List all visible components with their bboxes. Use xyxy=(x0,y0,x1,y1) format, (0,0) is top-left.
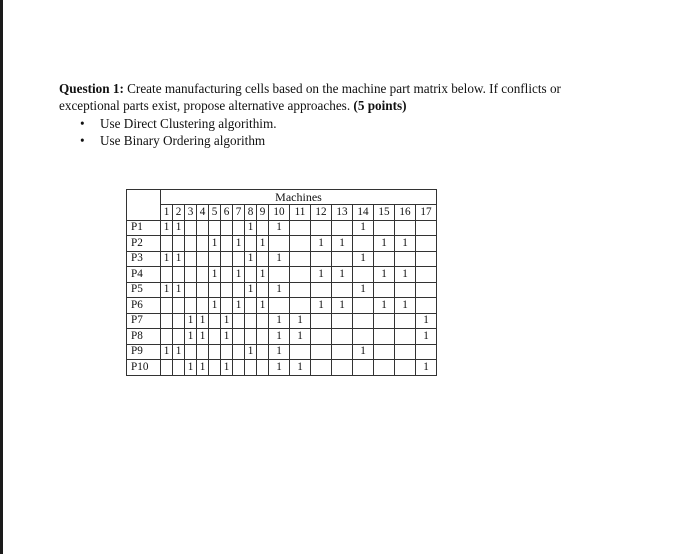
matrix-body xyxy=(127,220,437,375)
matrix-cell xyxy=(209,329,221,345)
matrix-cell: 1 xyxy=(269,344,290,360)
matrix-cell xyxy=(374,251,395,267)
matrix-cell xyxy=(185,267,197,283)
matrix-cell xyxy=(311,360,332,376)
matrix-cell xyxy=(221,298,233,314)
matrix-cell xyxy=(395,313,416,329)
matrix-cell: 1 xyxy=(269,360,290,376)
matrix-cell: 1 xyxy=(209,298,221,314)
matrix-cell: 1 xyxy=(173,251,185,267)
matrix-cell: 1 xyxy=(257,236,269,252)
part-label: P3 xyxy=(127,251,161,267)
table-row xyxy=(127,344,437,360)
matrix-cell xyxy=(257,220,269,236)
matrix-cell xyxy=(233,344,245,360)
machine-column-header: 17 xyxy=(416,205,437,221)
matrix-cell xyxy=(221,220,233,236)
matrix-cell xyxy=(233,360,245,376)
matrix-cell: 1 xyxy=(221,329,233,345)
matrix-cell: 1 xyxy=(332,267,353,283)
matrix-cell xyxy=(161,360,173,376)
question-body-1: Create manufacturing cells based on the machine part matrix below. If conflicts or xyxy=(127,81,561,96)
matrix-cell xyxy=(209,360,221,376)
left-edge-border xyxy=(0,0,3,554)
matrix-cell xyxy=(416,251,437,267)
matrix-cell xyxy=(311,344,332,360)
matrix-cell xyxy=(245,360,257,376)
machine-column-header: 12 xyxy=(311,205,332,221)
matrix-cell xyxy=(233,329,245,345)
part-label: P4 xyxy=(127,267,161,283)
matrix-cell: 1 xyxy=(257,298,269,314)
matrix-cell: 1 xyxy=(269,313,290,329)
matrix-cell xyxy=(197,220,209,236)
matrix-cell: 1 xyxy=(353,282,374,298)
matrix-cell xyxy=(332,344,353,360)
matrix-cell xyxy=(161,313,173,329)
matrix-cell: 1 xyxy=(290,329,311,345)
machine-column-header: 2 xyxy=(173,205,185,221)
machine-number-row xyxy=(127,205,437,221)
machines-header: Machines xyxy=(161,190,437,205)
matrix-cell xyxy=(173,236,185,252)
matrix-cell xyxy=(416,298,437,314)
table-row xyxy=(127,220,437,236)
part-label: P9 xyxy=(127,344,161,360)
matrix-cell xyxy=(185,282,197,298)
matrix-cell: 1 xyxy=(374,267,395,283)
matrix-cell xyxy=(374,329,395,345)
part-label: P5 xyxy=(127,282,161,298)
matrix-cell xyxy=(290,220,311,236)
matrix-cell xyxy=(353,267,374,283)
matrix-cell: 1 xyxy=(269,220,290,236)
matrix-cell xyxy=(374,220,395,236)
matrix-cell xyxy=(374,344,395,360)
part-label: P6 xyxy=(127,298,161,314)
matrix-cell xyxy=(173,360,185,376)
matrix-cell: 1 xyxy=(395,298,416,314)
matrix-cell xyxy=(233,220,245,236)
matrix-cell xyxy=(332,220,353,236)
question-body-2: exceptional parts exist, propose alternative approaches. xyxy=(59,98,351,113)
machine-column-header: 16 xyxy=(395,205,416,221)
matrix-cell xyxy=(185,298,197,314)
matrix-cell xyxy=(233,313,245,329)
matrix-cell: 1 xyxy=(332,236,353,252)
matrix-cell xyxy=(332,360,353,376)
matrix-cell xyxy=(173,267,185,283)
table-row xyxy=(127,267,437,283)
machine-column-header: 14 xyxy=(353,205,374,221)
matrix-cell xyxy=(269,236,290,252)
bullet-icon: • xyxy=(80,133,85,148)
matrix-cell: 1 xyxy=(245,220,257,236)
matrix-cell xyxy=(185,236,197,252)
matrix-cell xyxy=(245,236,257,252)
matrix-cell xyxy=(161,267,173,283)
matrix-cell: 1 xyxy=(161,220,173,236)
matrix-cell xyxy=(311,220,332,236)
part-label: P1 xyxy=(127,220,161,236)
matrix-cell xyxy=(209,251,221,267)
matrix-cell xyxy=(245,298,257,314)
matrix-cell: 1 xyxy=(269,282,290,298)
machine-column-header: 8 xyxy=(245,205,257,221)
matrix-cell: 1 xyxy=(416,360,437,376)
matrix-cell: 1 xyxy=(173,220,185,236)
matrix-cell xyxy=(290,267,311,283)
question-text xyxy=(59,80,639,114)
matrix-cell xyxy=(233,282,245,298)
matrix-cell: 1 xyxy=(209,236,221,252)
matrix-cell xyxy=(221,282,233,298)
matrix-cell xyxy=(161,298,173,314)
machine-column-header: 5 xyxy=(209,205,221,221)
matrix-cell: 1 xyxy=(185,360,197,376)
machine-column-header: 3 xyxy=(185,205,197,221)
matrix-cell xyxy=(257,282,269,298)
matrix-cell: 1 xyxy=(197,360,209,376)
machine-column-header: 10 xyxy=(269,205,290,221)
matrix-cell xyxy=(173,298,185,314)
question-points: (5 points) xyxy=(353,98,407,113)
matrix-cell xyxy=(197,267,209,283)
matrix-cell xyxy=(311,251,332,267)
machine-column-header: 9 xyxy=(257,205,269,221)
matrix-cell xyxy=(290,251,311,267)
table-row xyxy=(127,360,437,376)
matrix-cell xyxy=(416,220,437,236)
matrix-cell xyxy=(395,344,416,360)
matrix-cell: 1 xyxy=(290,360,311,376)
matrix-cell xyxy=(353,298,374,314)
matrix-cell: 1 xyxy=(395,267,416,283)
matrix-cell: 1 xyxy=(245,251,257,267)
matrix-cell: 1 xyxy=(353,251,374,267)
matrix-cell xyxy=(197,298,209,314)
matrix-cell xyxy=(311,313,332,329)
matrix-cell xyxy=(416,282,437,298)
table-row xyxy=(127,251,437,267)
matrix-cell xyxy=(374,360,395,376)
matrix-cell xyxy=(416,267,437,283)
part-label: P8 xyxy=(127,329,161,345)
machine-part-matrix xyxy=(126,189,437,376)
machine-column-header: 7 xyxy=(233,205,245,221)
matrix-cell xyxy=(311,329,332,345)
matrix-cell xyxy=(353,329,374,345)
matrix-cell: 1 xyxy=(185,313,197,329)
matrix-cell xyxy=(395,251,416,267)
matrix-cell: 1 xyxy=(416,329,437,345)
matrix-cell: 1 xyxy=(161,251,173,267)
matrix-cell xyxy=(290,298,311,314)
machine-column-header: 6 xyxy=(221,205,233,221)
matrix-cell: 1 xyxy=(209,267,221,283)
matrix-cell: 1 xyxy=(290,313,311,329)
matrix-cell xyxy=(395,282,416,298)
matrix-cell xyxy=(332,282,353,298)
matrix-cell: 1 xyxy=(353,344,374,360)
machine-column-header: 15 xyxy=(374,205,395,221)
matrix-cell: 1 xyxy=(173,282,185,298)
matrix-cell xyxy=(395,360,416,376)
matrix-cell xyxy=(290,236,311,252)
matrix-cell: 1 xyxy=(221,313,233,329)
matrix-cell: 1 xyxy=(173,344,185,360)
matrix-cell xyxy=(197,282,209,298)
table-row xyxy=(127,236,437,252)
matrix-cell: 1 xyxy=(374,298,395,314)
instruction-item xyxy=(80,115,277,132)
matrix-cell xyxy=(221,267,233,283)
matrix-cell xyxy=(209,344,221,360)
matrix-cell: 1 xyxy=(332,298,353,314)
machines-header-row xyxy=(127,190,437,205)
matrix-cell xyxy=(185,344,197,360)
machine-column-header: 4 xyxy=(197,205,209,221)
matrix-cell: 1 xyxy=(197,329,209,345)
question-line-2 xyxy=(59,97,639,114)
matrix-cell xyxy=(257,344,269,360)
matrix-cell xyxy=(221,236,233,252)
matrix-cell xyxy=(395,329,416,345)
matrix-cell xyxy=(257,329,269,345)
matrix-cell: 1 xyxy=(233,267,245,283)
matrix-cell xyxy=(353,360,374,376)
machine-column-header: 1 xyxy=(161,205,173,221)
matrix-cell xyxy=(173,313,185,329)
part-label: P10 xyxy=(127,360,161,376)
matrix-cell: 1 xyxy=(233,298,245,314)
matrix-cell xyxy=(374,313,395,329)
matrix-cell: 1 xyxy=(185,329,197,345)
matrix-cell xyxy=(332,251,353,267)
matrix-cell: 1 xyxy=(245,344,257,360)
matrix-cell xyxy=(395,220,416,236)
instruction-text: Use Direct Clustering algorithim. xyxy=(100,116,277,131)
matrix-cell: 1 xyxy=(311,298,332,314)
matrix-cell: 1 xyxy=(197,313,209,329)
matrix-cell xyxy=(233,251,245,267)
matrix-cell: 1 xyxy=(311,267,332,283)
table-row xyxy=(127,298,437,314)
matrix-cell: 1 xyxy=(161,344,173,360)
matrix-cell xyxy=(353,313,374,329)
matrix-cell xyxy=(257,251,269,267)
matrix-cell xyxy=(221,344,233,360)
corner-cell xyxy=(127,190,161,205)
matrix-cell xyxy=(269,267,290,283)
matrix-cell: 1 xyxy=(245,282,257,298)
part-label: P7 xyxy=(127,313,161,329)
matrix-cell xyxy=(209,313,221,329)
matrix-cell xyxy=(416,236,437,252)
matrix-cell xyxy=(185,220,197,236)
matrix-cell xyxy=(353,236,374,252)
matrix-cell xyxy=(221,251,233,267)
question-label: Question 1: xyxy=(59,81,124,96)
matrix-cell: 1 xyxy=(311,236,332,252)
matrix-cell xyxy=(290,344,311,360)
matrix-cell xyxy=(416,344,437,360)
instruction-item xyxy=(80,132,277,149)
matrix-cell xyxy=(197,251,209,267)
matrix-cell: 1 xyxy=(221,360,233,376)
matrix-cell xyxy=(332,329,353,345)
instruction-list xyxy=(80,115,277,149)
matrix-cell xyxy=(257,313,269,329)
matrix-cell xyxy=(185,251,197,267)
table-row xyxy=(127,329,437,345)
part-label: P2 xyxy=(127,236,161,252)
corner-cell-lower xyxy=(127,205,161,221)
matrix-cell xyxy=(269,298,290,314)
matrix-cell xyxy=(257,360,269,376)
matrix-cell xyxy=(161,236,173,252)
matrix-cell: 1 xyxy=(269,251,290,267)
matrix-cell xyxy=(161,329,173,345)
table-row xyxy=(127,313,437,329)
matrix-cell xyxy=(374,282,395,298)
matrix-cell: 1 xyxy=(395,236,416,252)
matrix-cell xyxy=(173,329,185,345)
matrix-cell: 1 xyxy=(416,313,437,329)
matrix-cell xyxy=(197,344,209,360)
matrix-cell: 1 xyxy=(374,236,395,252)
question-line-1 xyxy=(59,80,639,97)
instruction-text: Use Binary Ordering algorithm xyxy=(100,133,266,148)
matrix-cell xyxy=(209,220,221,236)
matrix-cell: 1 xyxy=(257,267,269,283)
machine-column-header: 13 xyxy=(332,205,353,221)
matrix-cell xyxy=(209,282,221,298)
machine-column-header: 11 xyxy=(290,205,311,221)
matrix-cell xyxy=(245,267,257,283)
table-row xyxy=(127,282,437,298)
matrix-cell xyxy=(245,313,257,329)
matrix-cell: 1 xyxy=(161,282,173,298)
bullet-icon: • xyxy=(80,116,85,131)
matrix-cell: 1 xyxy=(269,329,290,345)
matrix-cell: 1 xyxy=(233,236,245,252)
matrix-cell xyxy=(245,329,257,345)
matrix-cell xyxy=(332,313,353,329)
matrix-cell xyxy=(311,282,332,298)
matrix-cell xyxy=(197,236,209,252)
matrix-cell: 1 xyxy=(353,220,374,236)
matrix-cell xyxy=(290,282,311,298)
